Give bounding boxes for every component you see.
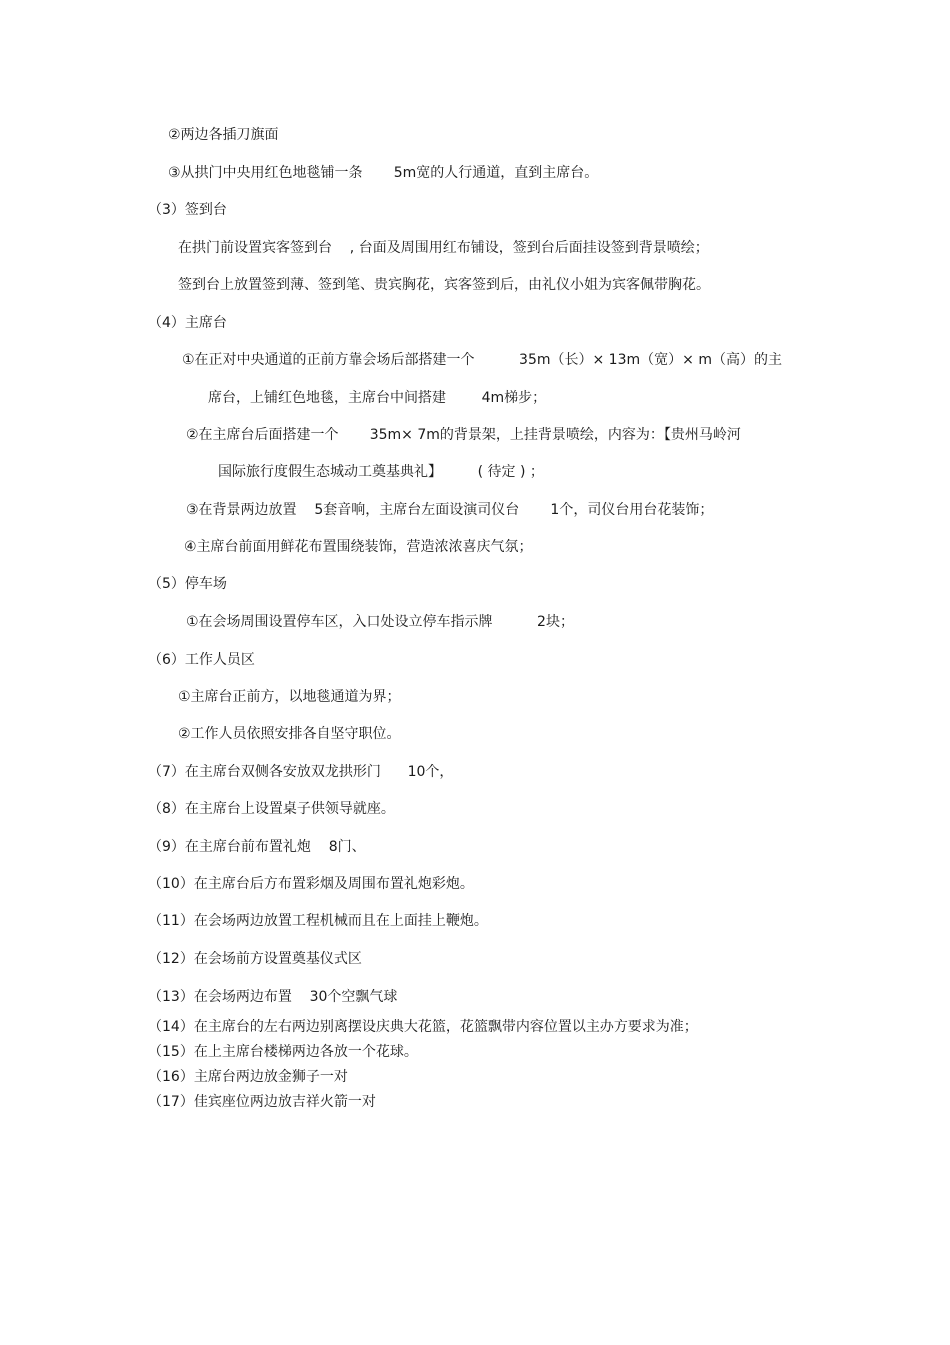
section-heading-5: （5）停车场 bbox=[148, 576, 227, 592]
text-line-6: 席台，上铺红色地毯，主席台中间搭建 4m梯步； bbox=[208, 390, 547, 406]
text-line-5: ①在正对中央通道的正前方靠会场后部搭建一个 35m（长）× 13m（宽）× m（高）的主 bbox=[182, 352, 782, 368]
section-heading-6: （6）工作人员区 bbox=[148, 652, 255, 668]
text-line-4: 签到台上放置签到薄、签到笔、贵宾胸花，宾客签到后，由礼仪小姐为宾客佩带胸花。 bbox=[178, 277, 710, 293]
list-item-7: （7）在主席台双侧各安放双龙拱形门 10个， bbox=[148, 764, 454, 780]
text-line-2: ③从拱门中央用红色地毯铺一条 5m宽的人行通道，直到主席台。 bbox=[168, 165, 599, 181]
text-line-1: ②两边各插刀旗面 bbox=[168, 127, 279, 143]
text-line-7: ②在主席台后面搭建一个 35m× 7m的背景架，上挂背景喷绘，内容为：【贵州马岭河 bbox=[186, 427, 741, 443]
list-item-12: （12）在会场前方设置奠基仪式区 bbox=[148, 951, 362, 967]
list-item-13: （13）在会场两边布置 30个空飘气球 bbox=[148, 989, 398, 1005]
list-item-9: （9）在主席台前布置礼炮 8门、 bbox=[148, 839, 366, 855]
list-item-10: （10）在主席台后方布置彩烟及周围布置礼炮彩炮。 bbox=[148, 876, 474, 892]
list-item-16: （16）主席台两边放金狮子一对 bbox=[148, 1069, 348, 1085]
section-heading-4: （4）主席台 bbox=[148, 315, 227, 331]
list-item-8: （8）在主席台上设置桌子供领导就座。 bbox=[148, 801, 395, 817]
list-item-15: （15）在上主席台楼梯两边各放一个花球。 bbox=[148, 1044, 418, 1060]
list-item-11: （11）在会场两边放置工程机械而且在上面挂上鞭炮。 bbox=[148, 913, 488, 929]
text-line-13: ②工作人员依照安排各自坚守职位。 bbox=[178, 726, 401, 742]
text-line-3: 在拱门前设置宾客签到台 , 台面及周围用红布铺设，签到台后面挂设签到背景喷绘； bbox=[178, 240, 709, 256]
text-line-8: 国际旅行度假生态城动工奠基典礼】 ( 待定 ) ； bbox=[218, 464, 544, 480]
text-line-10: ④主席台前面用鲜花布置围绕装饰，营造浓浓喜庆气氛； bbox=[184, 539, 533, 555]
list-item-14: （14）在主席台的左右两边别离摆设庆典大花篮，花篮飘带内容位置以主办方要求为准； bbox=[148, 1019, 698, 1035]
text-line-9: ③在背景两边放置 5套音响，主席台左面设演司仪台 1个，司仪台用台花装饰； bbox=[186, 502, 714, 518]
text-line-11: ①在会场周围设置停车区，入口处设立停车指示牌 2块； bbox=[186, 614, 574, 630]
section-heading-3: （3）签到台 bbox=[148, 202, 227, 218]
list-item-17: （17）佳宾座位两边放吉祥火箭一对 bbox=[148, 1094, 376, 1110]
text-line-12: ①主席台正前方，以地毯通道为界； bbox=[178, 689, 401, 705]
